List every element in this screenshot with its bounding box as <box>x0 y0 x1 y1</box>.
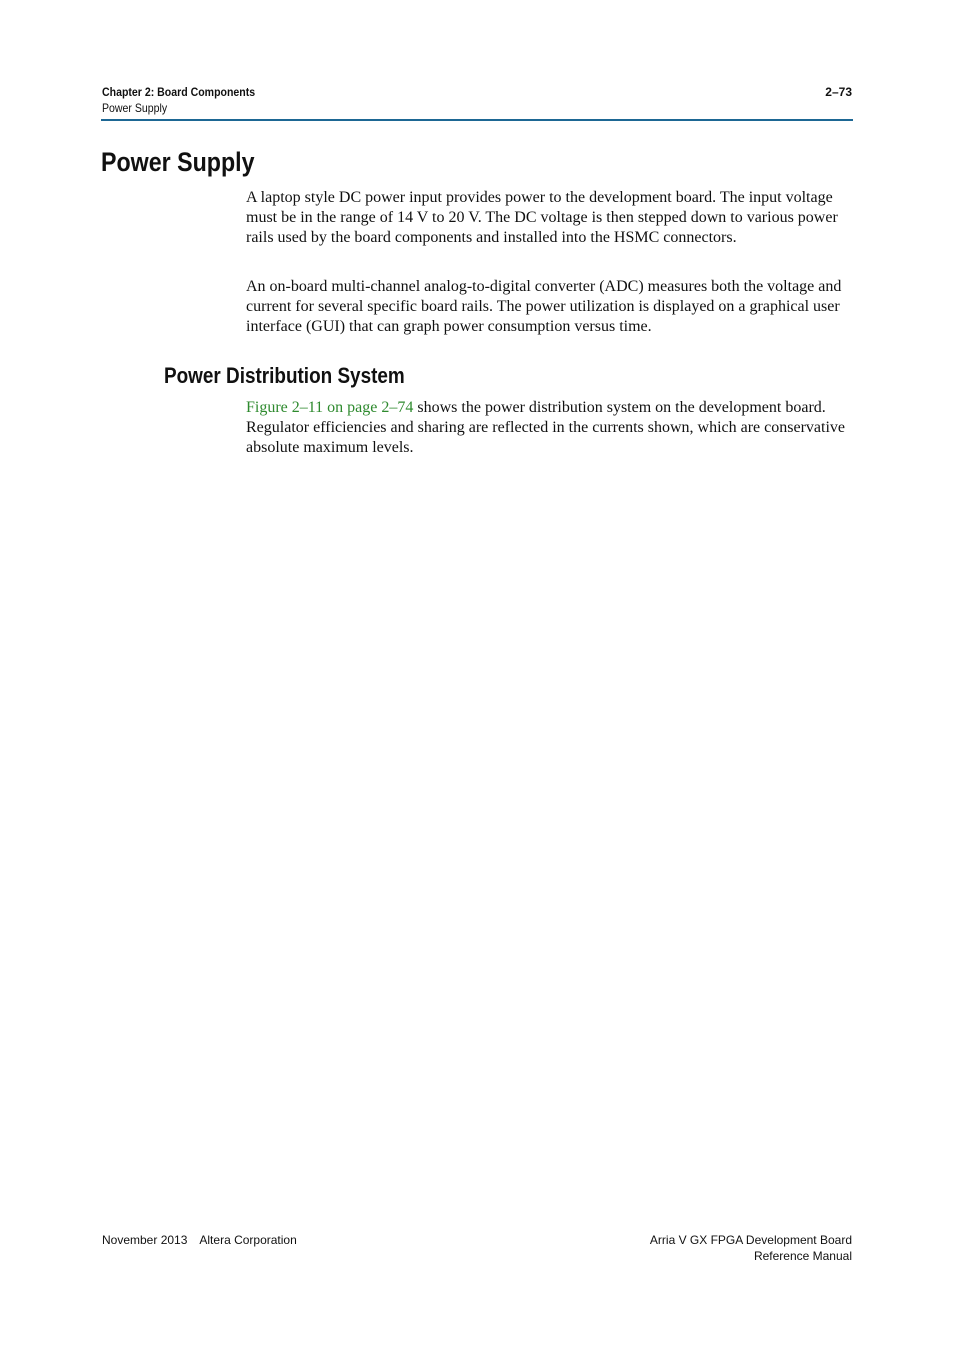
body-paragraph-2: An on-board multi-channel analog-to-digital converter (ADC) measures both the voltage and current for several specific board rails. The power utilization is displayed on a graphical user interface (GUI) that can graph power consumption versus time. <box>246 278 842 335</box>
body-paragraph-1: A laptop style DC power input provides power to the development board. The input voltage must be in the range of 14 V to 20 V. The DC voltage is then stepped down to various power rails used by the board components and installed into the HSMC connectors. <box>246 189 838 246</box>
header-rule <box>101 119 853 121</box>
section-title: Power Supply <box>101 147 255 177</box>
subsection-title: Power Distribution System <box>164 363 405 388</box>
footer-right <box>650 1232 852 1264</box>
footer-company: Altera Corporation <box>199 1233 297 1247</box>
subsection-body-text: shows the power distribution system on the development board. Regulator efficiencies and sharing are reflected in the currents shown, which are conservative absolute maximum levels. <box>246 399 846 456</box>
footer-doc-title: Arria V GX FPGA Development Board <box>649 1233 852 1247</box>
footer-doc-subtitle: Reference Manual <box>753 1249 852 1263</box>
header-page-number: 2–73 <box>825 85 852 99</box>
header-section: Power Supply <box>102 101 168 115</box>
subsection-paragraph <box>246 398 854 458</box>
footer-date: November 2013 <box>102 1233 188 1247</box>
footer-left <box>102 1232 297 1248</box>
running-header <box>102 84 255 116</box>
header-chapter: Chapter 2: Board Components <box>102 85 256 99</box>
figure-cross-reference-link[interactable]: Figure 2–11 on page 2–74 <box>246 399 414 416</box>
